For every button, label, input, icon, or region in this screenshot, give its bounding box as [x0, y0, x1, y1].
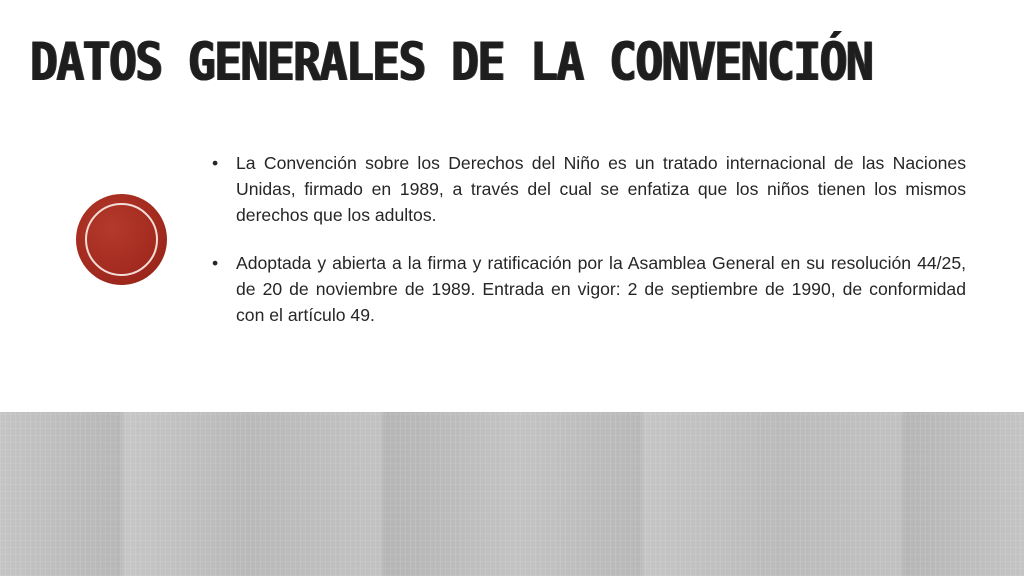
decorative-texture-band	[0, 412, 1024, 576]
slide-title: DATOS GENERALES DE LA CONVENCIÓN	[30, 32, 873, 93]
bullet-list	[210, 150, 966, 350]
badge-inner-ring	[85, 203, 158, 276]
decorative-circle-badge	[76, 194, 167, 285]
bullet-item: • Adoptada y abierta a la firma y ratificación por la Asamblea General en su resolución 44/25, de 20 de noviembre de 1989. Entrada en vigor: 2 de septiembre de 1990, de conformidad con el artículo 49.	[210, 250, 966, 328]
bullet-item: • La Convención sobre los Derechos del Niño es un tratado internacional de las Naciones Unidas, firmado en 1989, a través del cual se enfatiza que los niños tienen los mismos derechos que los adultos.	[210, 150, 966, 228]
